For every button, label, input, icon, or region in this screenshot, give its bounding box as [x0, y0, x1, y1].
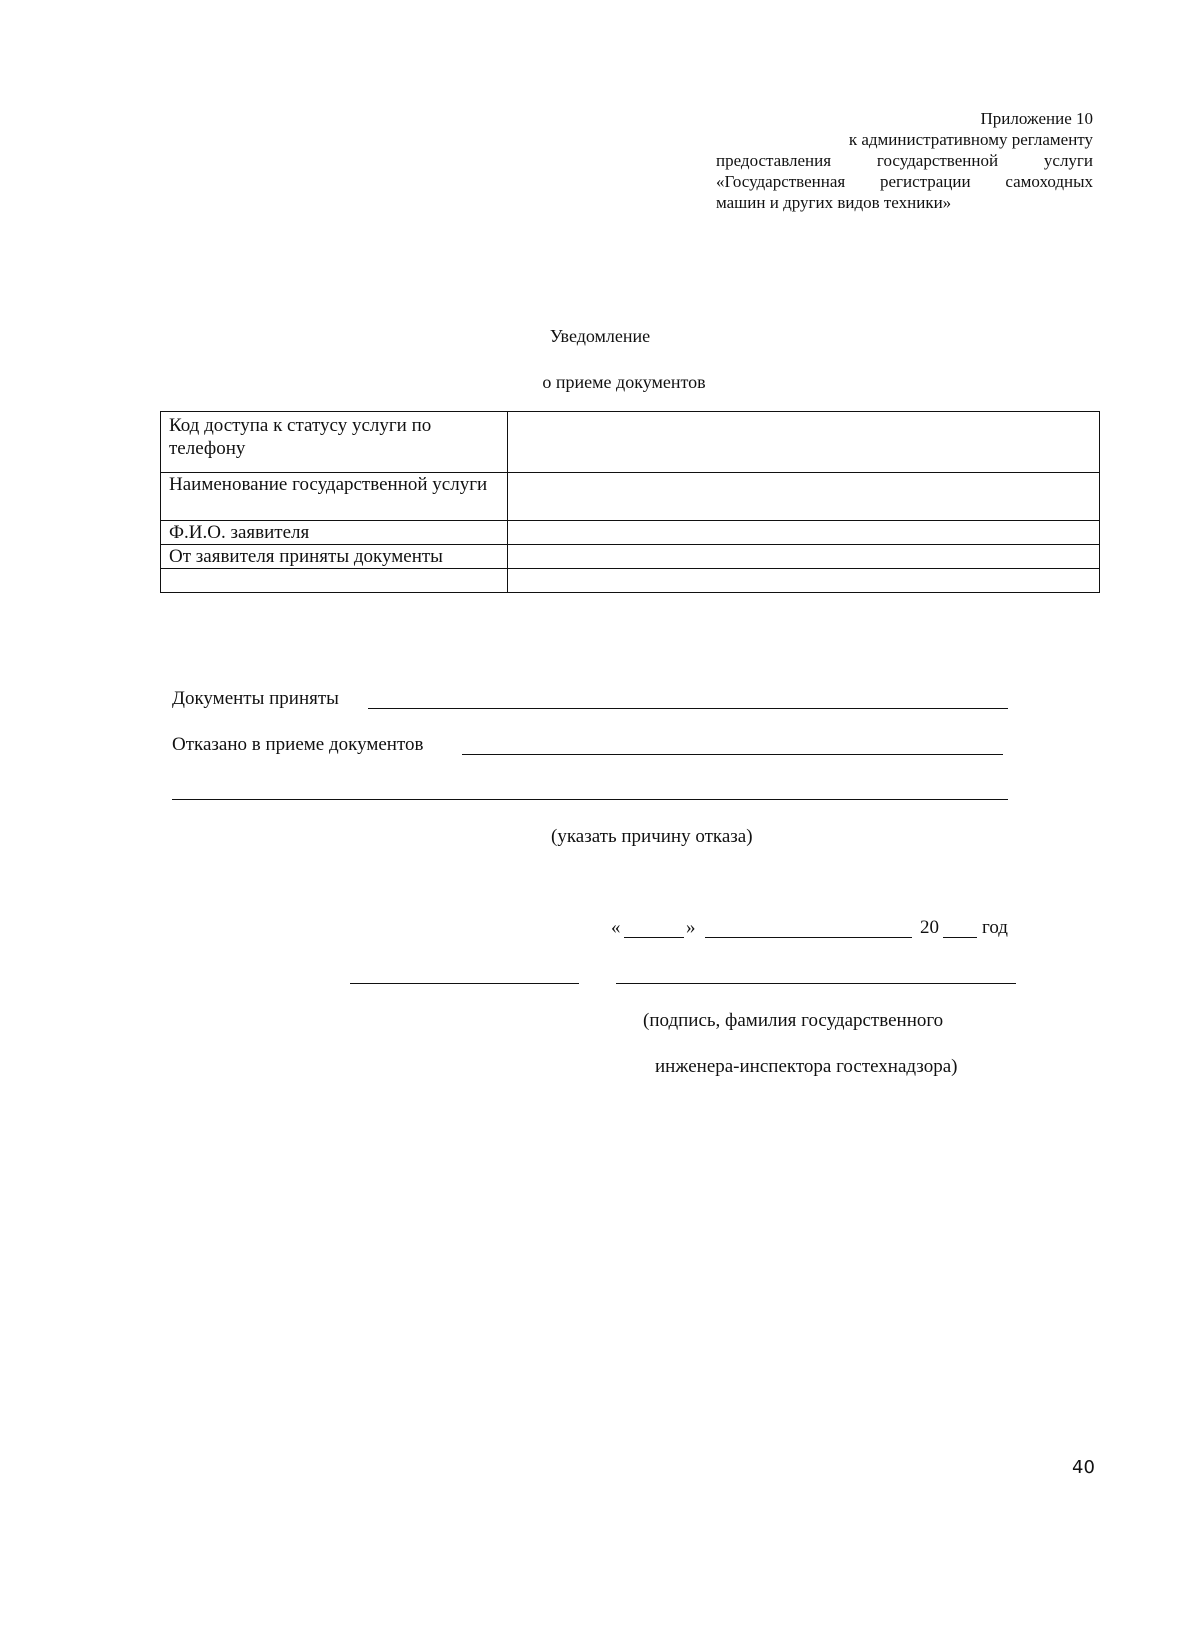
- page-number: 40: [1072, 1457, 1095, 1478]
- table-cell-label: От заявителя приняты документы: [161, 545, 508, 569]
- table-cell-label: Код доступа к статусу услуги по телефону: [161, 412, 508, 473]
- table-cell-value: [508, 545, 1100, 569]
- table-row: [161, 569, 1100, 593]
- date-year-suffix: год: [982, 917, 1008, 938]
- appendix-line-machines: машин и других видов техники»: [716, 193, 952, 212]
- table-row: [161, 473, 1100, 521]
- table-row: [161, 545, 1100, 569]
- table-row: [161, 521, 1100, 545]
- appendix-line-service: предоставления государственной услуги: [716, 151, 1093, 170]
- date-close-quote: »: [686, 917, 696, 938]
- document-title: Уведомление: [549, 326, 651, 346]
- table-cell-label: Ф.И.О. заявителя: [161, 521, 508, 545]
- accepted-label: Документы приняты: [172, 688, 339, 709]
- appendix-line-registration: «Государственная регистрации самоходных: [716, 172, 1093, 191]
- table-cell-value: [508, 473, 1100, 521]
- table-cell-value: [508, 521, 1100, 545]
- table-cell-value: [508, 569, 1100, 593]
- table-cell-value: [508, 412, 1100, 473]
- date-year-prefix: 20: [920, 917, 939, 938]
- appendix-header: [716, 108, 1093, 213]
- appendix-number: Приложение 10: [980, 109, 1093, 128]
- table-cell-label: Наименование государственной услуги: [161, 473, 508, 521]
- table-cell-label: [161, 569, 508, 593]
- signature-caption-line2: инженера-инспектора гостехнадзора): [655, 1056, 958, 1077]
- name-blank-line[interactable]: [616, 983, 1016, 984]
- signature-caption-line1: (подпись, фамилия государственного: [643, 1010, 944, 1031]
- accepted-blank-line[interactable]: [368, 708, 1008, 709]
- reason-caption: (указать причину отказа): [551, 826, 753, 847]
- refused-blank-line[interactable]: [462, 754, 1003, 755]
- document-subtitle: о приеме документов: [542, 372, 706, 392]
- signature-blank-line[interactable]: [350, 983, 579, 984]
- refused-label: Отказано в приеме документов: [172, 734, 424, 755]
- reason-blank-line[interactable]: [172, 799, 1008, 800]
- notification-table: [160, 411, 1100, 593]
- table-row: [161, 412, 1100, 473]
- date-month-blank[interactable]: [705, 937, 912, 938]
- date-year-blank[interactable]: [943, 937, 977, 938]
- date-open-quote: «: [611, 917, 621, 938]
- date-day-blank[interactable]: [624, 937, 684, 938]
- appendix-line-regulation: к административному регламенту: [848, 130, 1093, 149]
